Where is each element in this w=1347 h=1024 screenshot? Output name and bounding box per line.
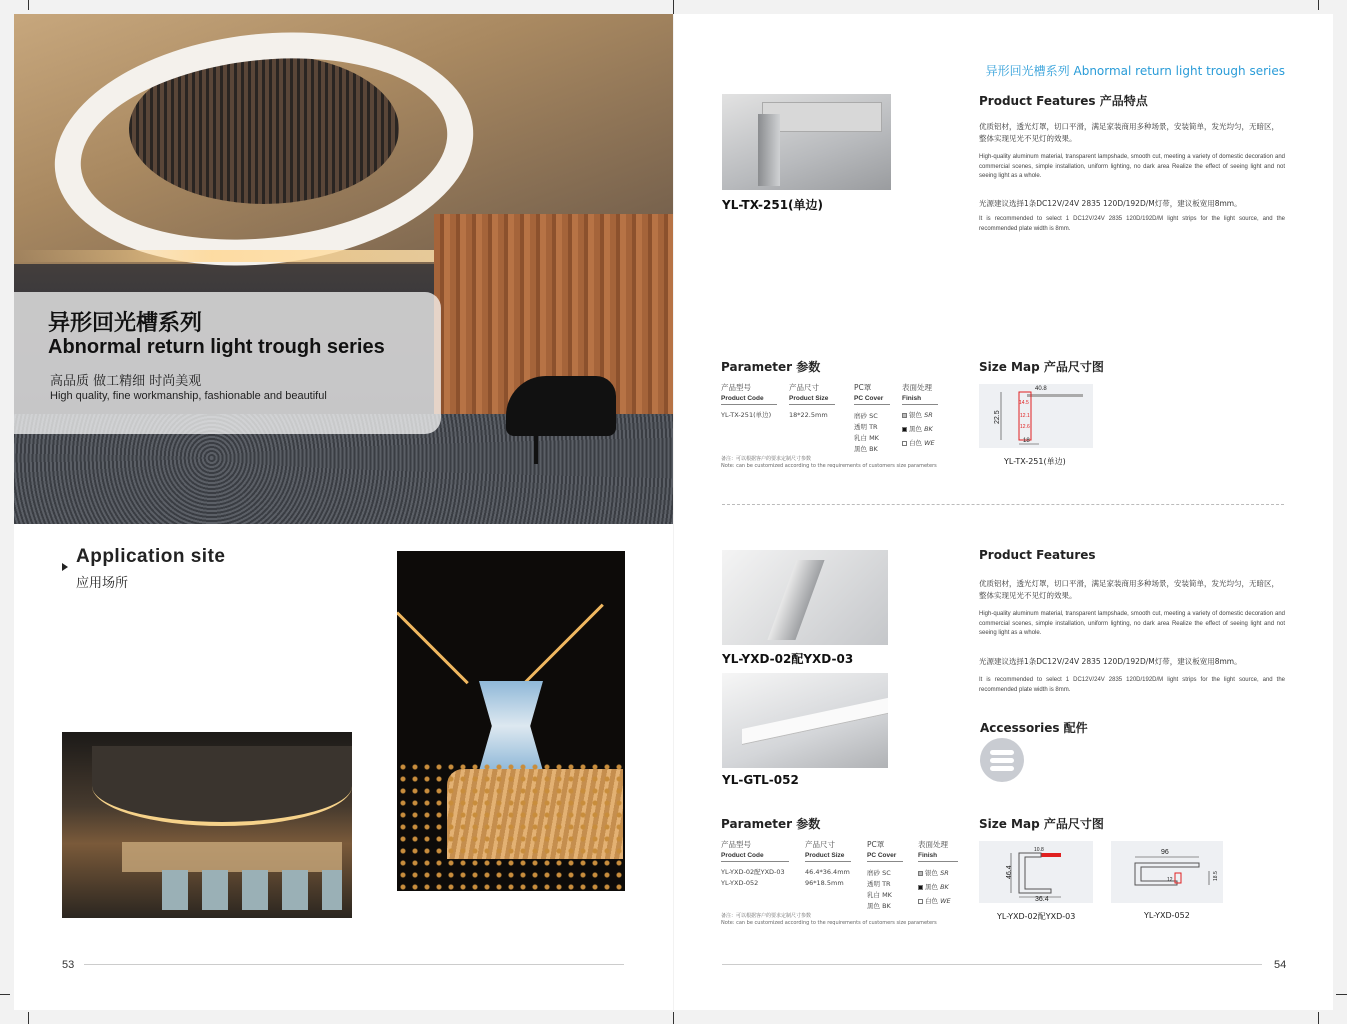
profile-body — [767, 560, 824, 640]
features-cn-1: 优质铝材，透光灯罩，切口平滑，满足家装商用多种场景，安装简单，发光均匀，无暗区，整体实现见光不见灯的效果。 — [979, 122, 1279, 143]
parameter-title-1: Parameter 参数 — [721, 360, 821, 374]
finish-white-code: WE — [924, 439, 935, 447]
dim-height: 22.5 — [994, 410, 1001, 424]
clip-stroke — [990, 766, 1014, 771]
finish-white — [918, 896, 951, 907]
product-image-yxd02 — [722, 550, 888, 645]
restaurant-tables — [122, 842, 342, 872]
features-en-1: High-quality aluminum material, transparent lampshade, smooth cut, meeting a variety of domestic decoration and commercial scenes, simple installation, uniform lighting, no dark area Realize the effect of seeing light and not seeing light as a whole. — [979, 154, 1285, 179]
cell-cover: 透明 TR — [867, 880, 891, 888]
page-number-left: 53 — [62, 959, 75, 971]
finish-black-code: BK — [940, 883, 949, 891]
parameter-title-2: Parameter 参数 — [721, 817, 821, 831]
features-cn-2: 优质铝材，透光灯罩，切口平滑，满足家装商用多种场景，安装简单，发光均匀，无暗区，整体实现见光不见灯的效果。 — [979, 579, 1279, 600]
hero-title-en: Abnormal return light trough series — [48, 336, 385, 358]
col-cover-cn: PC罩 — [867, 840, 885, 849]
bar-light-beam — [524, 604, 604, 684]
crop-mark — [0, 994, 10, 995]
col-finish-en: Finish — [902, 395, 938, 405]
clip-stroke — [990, 758, 1014, 763]
features-title-1: Product Features 产品特点 — [979, 94, 1148, 108]
col-code-cn: 产品型号 — [721, 840, 751, 849]
dim-width: 96 — [1161, 849, 1169, 856]
sizemap-label-2a: YL-YXD-02配YXD-03 — [997, 912, 1076, 921]
col-size-cn: 产品尺寸 — [805, 840, 835, 849]
note-en-1: Note: can be customized according to the requirements of customers size parameters — [721, 463, 937, 469]
piano-leg — [534, 434, 538, 464]
finish-black — [918, 882, 949, 893]
triangle-bullet-icon — [62, 563, 68, 571]
finish-black-label: 黑色 — [909, 425, 922, 433]
section-divider — [722, 504, 1284, 505]
hero-subtitle-en: High quality, fine workmanship, fashionable and beautiful — [50, 390, 327, 402]
product-image-tx251 — [722, 94, 891, 190]
features-title-2: Product Features — [979, 548, 1096, 562]
profile-body — [742, 697, 888, 745]
sizemap-diagram-2a — [979, 841, 1093, 903]
dim-a: 14.5 — [1019, 400, 1029, 406]
sizemap-title-2: Size Map 产品尺寸图 — [979, 817, 1104, 831]
bar-display-tower — [479, 681, 543, 771]
sizemap-svg-2b — [1111, 841, 1223, 903]
cell-code: YL-YXD-052 — [721, 879, 759, 887]
finish-black-code: BK — [924, 425, 933, 433]
dim-bottom: 18 — [1023, 438, 1030, 444]
note-en-2: Note: can be customized according to the requirements of customers size parameters — [721, 920, 937, 926]
sizemap-label-1: YL-TX-251(单边) — [1004, 457, 1066, 466]
restaurant-ceiling — [92, 746, 352, 826]
recommend-cn-1: 光源建议选择1条DC12V/24V 2835 120D/192D/M灯带，建议板宽用8mm。 — [979, 199, 1242, 208]
dim-b: 12.1 — [1020, 413, 1030, 419]
profile-flange — [1027, 394, 1083, 397]
hero-subtitle-cn: 高品质 做工精细 时尚美观 — [50, 374, 202, 389]
cell-cover: 黑色 BK — [867, 902, 891, 910]
restaurant-photo — [62, 732, 352, 918]
clip-stroke — [990, 750, 1014, 755]
swatch-black-icon — [918, 885, 923, 890]
series-title: 异形回光槽系列 Abnormal return light trough series — [985, 64, 1285, 78]
col-size-cn: 产品尺寸 — [789, 383, 819, 392]
bar-light-beam — [397, 611, 469, 684]
crop-mark — [1318, 0, 1319, 10]
cell-cover: 磨砂 SC — [854, 412, 878, 420]
swatch-white-icon — [918, 899, 923, 904]
col-cover-en: PC Cover — [854, 395, 890, 405]
sizemap-diagram-2b — [1111, 841, 1223, 903]
crop-mark — [28, 1012, 29, 1024]
col-code-en: Product Code — [721, 852, 789, 862]
application-title-en: Application site — [76, 546, 226, 567]
product-label-gtl052: YL-GTL-052 — [722, 773, 799, 787]
footer-line — [84, 964, 624, 965]
crop-mark — [1318, 1012, 1319, 1024]
col-cover-en: PC Cover — [867, 852, 903, 862]
sizemap-diagram-1 — [979, 384, 1093, 448]
cell-cover: 磨砂 SC — [867, 869, 891, 877]
recommend-cn-2: 光源建议选择1条DC12V/24V 2835 120D/192D/M灯带，建议板宽用8mm。 — [979, 657, 1242, 666]
dim-inner: 12 — [1167, 877, 1173, 883]
swatch-white-icon — [902, 441, 907, 446]
col-code-cn: 产品型号 — [721, 383, 751, 392]
col-finish-en: Finish — [918, 852, 958, 862]
profile-top — [762, 102, 882, 132]
product-image-gtl052 — [722, 673, 888, 768]
cell-cover: 黑色 BK — [854, 445, 878, 453]
col-finish-cn: 表面处理 — [918, 840, 948, 849]
crop-mark — [28, 0, 29, 10]
application-title-cn: 应用场所 — [76, 576, 129, 591]
finish-black-label: 黑色 — [925, 883, 938, 891]
dim-width: 36.4 — [1035, 896, 1049, 903]
swatch-silver-icon — [918, 871, 923, 876]
dim-top: 10.8 — [1034, 847, 1044, 853]
product-label-yxd02: YL-YXD-02配YXD-03 — [722, 652, 854, 666]
finish-silver-code: SR — [940, 869, 949, 877]
swatch-silver-icon — [902, 413, 907, 418]
profile-side — [758, 114, 780, 186]
cell-size: 46.4*36.4mm — [805, 868, 850, 876]
note-cn-1: 备注：可以根据客户的要求定制尺寸参数 — [721, 456, 812, 462]
finish-black — [902, 424, 933, 435]
finish-white-label: 白色 — [925, 897, 938, 905]
cell-cover: 乳白 MK — [867, 891, 892, 899]
col-size-en: Product Size — [789, 395, 835, 405]
finish-white-label: 白色 — [909, 439, 922, 447]
col-finish-cn: 表面处理 — [902, 383, 932, 392]
profile-outline — [1019, 853, 1051, 893]
cell-cover: 透明 TR — [854, 423, 878, 431]
cell-code: YL-YXD-02配YXD-03 — [721, 868, 785, 876]
product-label-tx251: YL-TX-251(单边) — [722, 198, 824, 212]
sizemap-svg-1 — [979, 384, 1093, 448]
bar-floor-dots — [397, 761, 625, 891]
crop-mark — [673, 1012, 674, 1024]
col-code-en: Product Code — [721, 395, 777, 405]
finish-white — [902, 438, 935, 449]
profile-cover — [1041, 853, 1061, 857]
col-cover-cn: PC罩 — [854, 383, 872, 392]
dim-height: 18.5 — [1213, 871, 1219, 881]
recommend-en-1: It is recommended to select 1 DC12V/24V 2835 120D/192D/M light strips for the light source, and the recommended plate width is 8mm. — [979, 216, 1285, 232]
swatch-black-icon — [902, 427, 907, 432]
dim-top: 40.8 — [1035, 386, 1047, 392]
cell-cover: 乳白 MK — [854, 434, 879, 442]
dim-c: 12.6 — [1020, 424, 1030, 430]
restaurant-chairs — [162, 870, 342, 910]
hero-title-cn: 异形回光槽系列 — [48, 311, 203, 336]
piano — [506, 376, 616, 436]
recommend-en-2: It is recommended to select 1 DC12V/24V 2835 120D/192D/M light strips for the light source, and the recommended plate width is 8mm. — [979, 677, 1285, 693]
page-number-right: 54 — [1274, 959, 1287, 971]
cell-size: 96*18.5mm — [805, 879, 844, 887]
footer-line — [722, 964, 1262, 965]
finish-silver-label: 银色 — [909, 411, 922, 419]
accessory-clip-icon — [980, 738, 1024, 782]
sizemap-title-1: Size Map 产品尺寸图 — [979, 360, 1104, 374]
cell-size: 18*22.5mm — [789, 411, 828, 419]
finish-white-code: WE — [940, 897, 951, 905]
bar-photo — [397, 551, 625, 891]
note-cn-2: 备注：可以根据客户的要求定制尺寸参数 — [721, 913, 812, 919]
features-en-2: High-quality aluminum material, transparent lampshade, smooth cut, meeting a variety of domestic decoration and commercial scenes, simple installation, uniform lighting, no dark area Realize the effect of seeing light and not seeing light as a whole. — [979, 611, 1285, 636]
sizemap-svg-2a — [979, 841, 1093, 903]
cell-code: YL-TX-251(单边) — [721, 411, 772, 419]
crop-mark — [673, 0, 674, 14]
col-size-en: Product Size — [805, 852, 851, 862]
finish-silver — [902, 410, 933, 421]
hero-photo — [14, 14, 673, 524]
finish-silver — [918, 868, 949, 879]
sizemap-label-2b: YL-YXD-052 — [1144, 911, 1190, 920]
finish-silver-label: 银色 — [925, 869, 938, 877]
crop-mark — [1336, 994, 1347, 995]
dim-height: 46.4 — [1006, 865, 1013, 879]
finish-silver-code: SR — [924, 411, 933, 419]
accessories-title: Accessories 配件 — [980, 721, 1088, 735]
